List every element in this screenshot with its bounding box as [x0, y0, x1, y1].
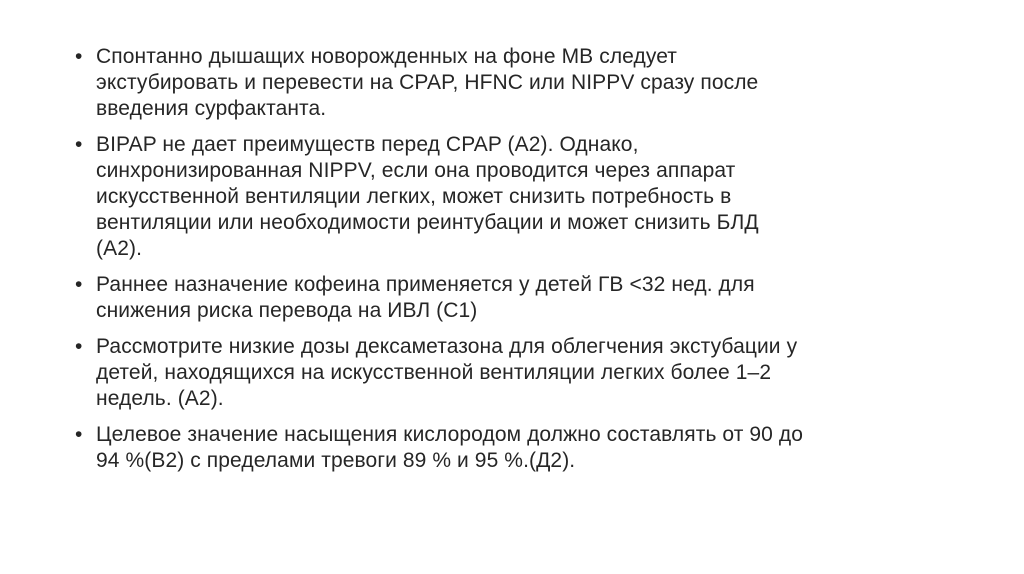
bullet-marker: •: [75, 45, 83, 68]
bullet-item-bipap: [72, 132, 972, 262]
bullet-text: Целевое значение насыщения кислородом должно составлять от 90 до 94 %(В2) с пределами тревоги 89 % и 95 %.(Д2).: [96, 423, 804, 472]
bullet-item-oxygen-saturation: [72, 422, 972, 474]
bullet-item-extubation: [72, 44, 972, 122]
bullet-text: Спонтанно дышащих новорожденных на фоне МВ следует экстубировать и перевести на CPAP, HFNC или NIPPV сразу после введения сурфактанта.: [96, 45, 759, 120]
bullet-marker: •: [75, 273, 83, 296]
bullet-text: Раннее назначение кофеина применяется у детей ГВ <32 нед. для снижения риска перевода на ИВЛ (С1): [96, 273, 755, 322]
bullet-marker: •: [75, 335, 83, 358]
bullet-marker: •: [75, 423, 83, 446]
bullet-marker: •: [75, 133, 83, 156]
bullet-item-dexamethasone: [72, 334, 972, 412]
bullet-list: [72, 44, 972, 484]
bullet-text: BIPAP не дает преимуществ перед CPAP (А2). Однако, синхронизированная NIPPV, если она проводится через аппарат искусственной вентиляции легких, может снизить потребность в вентиляции или необходимости реинтубации и может снизить БЛД (А2).: [96, 133, 759, 260]
bullet-item-caffeine: [72, 272, 972, 324]
bullet-text: Рассмотрите низкие дозы дексаметазона для облегчения экстубации у детей, находящихся на искусственной вентиляции легких более 1–2 недель. (А2).: [96, 335, 798, 410]
